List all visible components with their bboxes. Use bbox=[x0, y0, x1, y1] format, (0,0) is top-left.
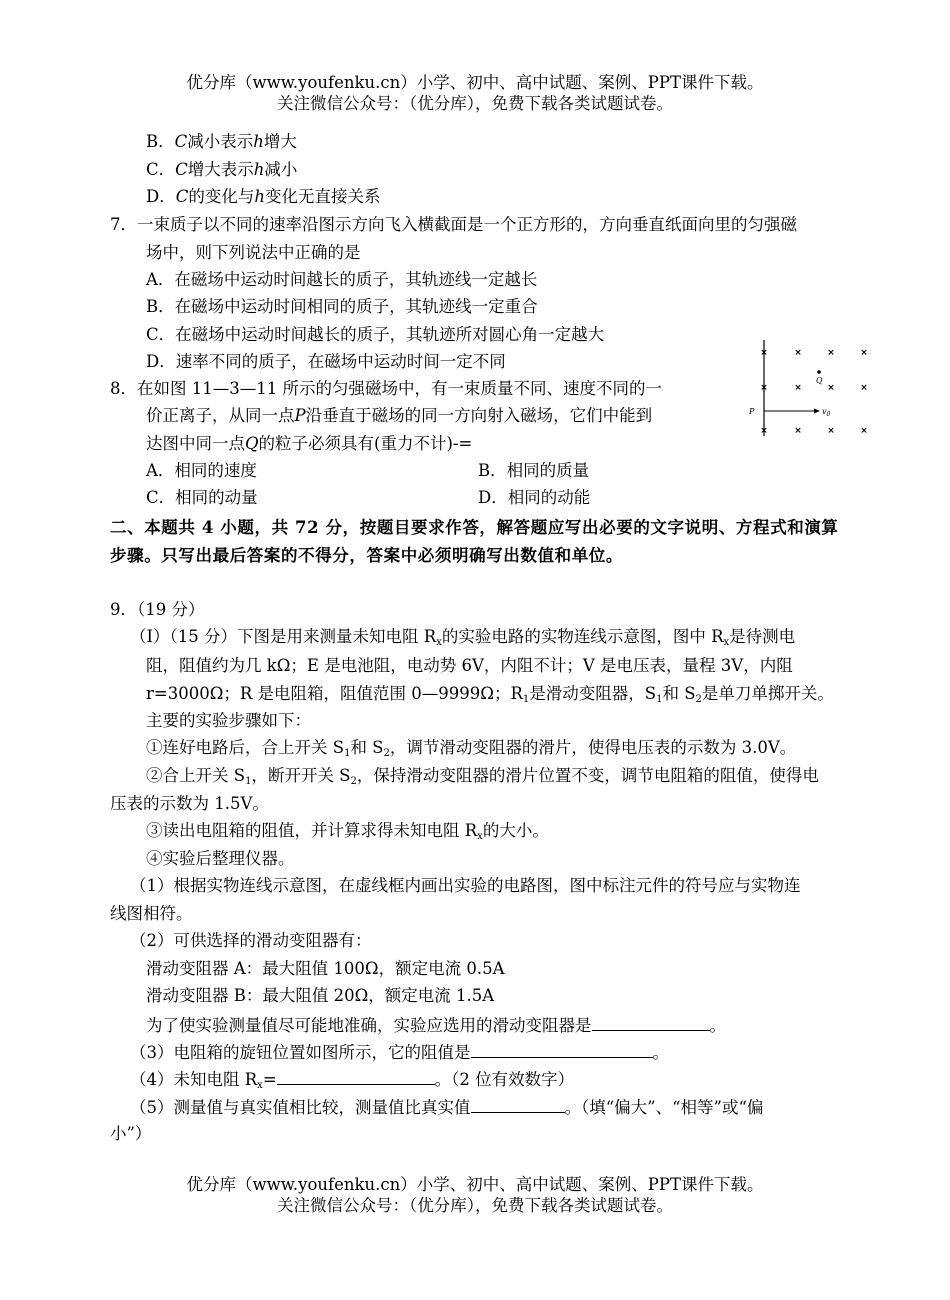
answer-blank-comparison[interactable] bbox=[471, 1096, 565, 1113]
footer-line-1: 优分库（www.youfenku.cn）小学、初中、高中试题、案例、PPT课件下载。 bbox=[186, 1175, 764, 1194]
label-p: P bbox=[749, 407, 755, 416]
q7-option-c: C．在磁场中运动时间越长的质子，其轨迹所对圆心角一定越大 bbox=[146, 325, 605, 344]
header-line-1: 优分库（www.youfenku.cn）小学、初中、高中试题、案例、PPT课件下载。 bbox=[186, 73, 764, 92]
footer-line-2: 关注微信公众号：（优分库），免费下载各类试题试卷。 bbox=[277, 1196, 673, 1215]
answer-blank-rheostat[interactable] bbox=[592, 1014, 710, 1031]
q7-stem-line-2: 场中，则下列说法中正确的是 bbox=[146, 243, 361, 262]
q9-sub1-line-2: 线图相符。 bbox=[110, 904, 193, 923]
section2-instructions-line-2: 步骤。只写出最后答案的不得分，答案中必须明确写出数值和单位。 bbox=[110, 546, 623, 565]
q9-sub5-line-1: （5）测量值与真实值相比较，测量值比真实值 。（填“偏大”、“相等”或“偏 bbox=[130, 1098, 764, 1117]
answer-blank-resistance-box[interactable] bbox=[471, 1041, 653, 1058]
q9-sub1-line-1: （1）根据实物连线示意图，在虚线框内画出实验的电路图，图中标注元件的符号应与实物连 bbox=[130, 876, 801, 895]
q9-sub2-question: 为了使实验测量值尽可能地准确，实验应选用的滑动变阻器是 。 bbox=[146, 1016, 726, 1035]
q9-part1-line-1: （Ⅰ）（15 分）下图是用来测量未知电阻 $R_x$的实验电路的实物连线示意图，图中 $R_x$是待测电 bbox=[130, 627, 796, 648]
q7-option-b: B．在磁场中运动时间相同的质子，其轨迹线一定重合 bbox=[146, 297, 538, 316]
field-cross: × bbox=[827, 426, 835, 436]
q6-option-d: D．C的变化与h变化无直接关系 bbox=[146, 187, 381, 206]
field-cross: × bbox=[794, 426, 802, 436]
field-cross: × bbox=[794, 383, 802, 393]
field-cross: × bbox=[760, 348, 768, 358]
q9-part1-line-3: r=3000Ω；R 是电阻箱，阻值范围 0—9999Ω；$R_1$是滑动变阻器，$S_1$和 $S_2$是单刀单掷开关。 bbox=[146, 684, 834, 705]
q9-step-2: ②合上开关 $S_1$，断开开关 $S_2$，保持滑动变阻器的滑片位置不变，调节电阻箱的阻值，使得电 bbox=[146, 766, 819, 787]
q9-sub3: （3）电阻箱的旋钮位置如图所示，它的阻值是 。 bbox=[130, 1043, 669, 1062]
q9-step-3: ③读出电阻箱的阻值，并计算求得未知电阻 $R_x$的大小。 bbox=[146, 821, 549, 842]
q9-steps-title: 主要的实验步骤如下： bbox=[146, 711, 311, 730]
magnetic-field-figure bbox=[748, 338, 880, 438]
q9-sub4: （4）未知电阻 $R_x=$ 。（2 位有效数字） bbox=[130, 1070, 575, 1091]
field-cross: × bbox=[860, 426, 868, 436]
q8-option-c: C．相同的动量 bbox=[146, 488, 258, 507]
field-crosses bbox=[760, 348, 868, 436]
field-cross: × bbox=[794, 348, 802, 358]
q9-step-2-line-2: 压表的示数为 1.5V。 bbox=[110, 794, 269, 813]
section2-instructions-line-1: 二、本题共 4 小题，共 72 分，按题目要求作答，解答题应写出必要的文字说明、方程式和演算 bbox=[110, 518, 839, 537]
velocity-arrowhead bbox=[814, 409, 820, 414]
q8-stem-line-1: 8．在如图 11—3—11 所示的匀强磁场中，有一束质量不同、速度不同的一 bbox=[110, 379, 662, 398]
q6-option-b: B．C减小表示h增大 bbox=[146, 132, 297, 151]
label-q: Q bbox=[816, 376, 823, 385]
q9-sub2-line-1: （2）可供选择的滑动变阻器有： bbox=[130, 931, 372, 950]
field-cross: × bbox=[760, 383, 768, 393]
q7-stem-line-1: 7．一束质子以不同的速率沿图示方向飞入横截面是一个正方形的，方向垂直纸面向里的匀强磁 bbox=[110, 215, 797, 234]
q7-option-d: D．速率不同的质子，在磁场中运动时间一定不同 bbox=[146, 352, 506, 371]
point-q-dot bbox=[817, 370, 821, 374]
q9-sub5-line-2: 小”） bbox=[110, 1124, 152, 1143]
q8-stem-line-2: 价正离子，从同一点P沿垂直于磁场的同一方向射入磁场，它们中能到 bbox=[146, 406, 653, 425]
q8-option-d: D．相同的动能 bbox=[478, 488, 591, 507]
q9-rheostat-b: 滑动变阻器 B：最大阻值 20Ω，额定电流 1.5A bbox=[146, 986, 495, 1005]
answer-blank-rx[interactable] bbox=[277, 1068, 435, 1085]
field-cross: × bbox=[760, 426, 768, 436]
q8-option-b: B．相同的质量 bbox=[478, 461, 590, 480]
field-cross: × bbox=[860, 383, 868, 393]
label-v0: $v_0$ bbox=[822, 407, 831, 418]
q9-rheostat-a: 滑动变阻器 A：最大阻值 100Ω，额定电流 0.5A bbox=[146, 959, 505, 978]
header-line-2: 关注微信公众号：（优分库），免费下载各类试题试卷。 bbox=[277, 94, 673, 113]
q8-stem-line-3: 达图中同一点Q的粒子必须具有(重力不计)-= bbox=[146, 434, 473, 453]
q6-option-c: C．C增大表示h减小 bbox=[146, 160, 298, 179]
field-cross: × bbox=[827, 383, 835, 393]
q9-step-1: ①连好电路后，合上开关 $S_1$和 $S_2$，调节滑动变阻器的滑片，使得电压表的示数为 3.0V。 bbox=[146, 738, 797, 759]
field-cross: × bbox=[827, 348, 835, 358]
q8-option-a: A．相同的速度 bbox=[146, 461, 257, 480]
q7-option-a: A．在磁场中运动时间越长的质子，其轨迹线一定越长 bbox=[146, 270, 538, 289]
field-cross: × bbox=[860, 348, 868, 358]
q9-part1-line-2: 阻，阻值约为几 kΩ；E 是电池阻，电动势 6V，内阻不计；V 是电压表，量程 3V，内阻 bbox=[146, 656, 793, 675]
q9-title: 9．（19 分） bbox=[110, 600, 205, 619]
q9-step-4: ④实验后整理仪器。 bbox=[146, 849, 295, 868]
